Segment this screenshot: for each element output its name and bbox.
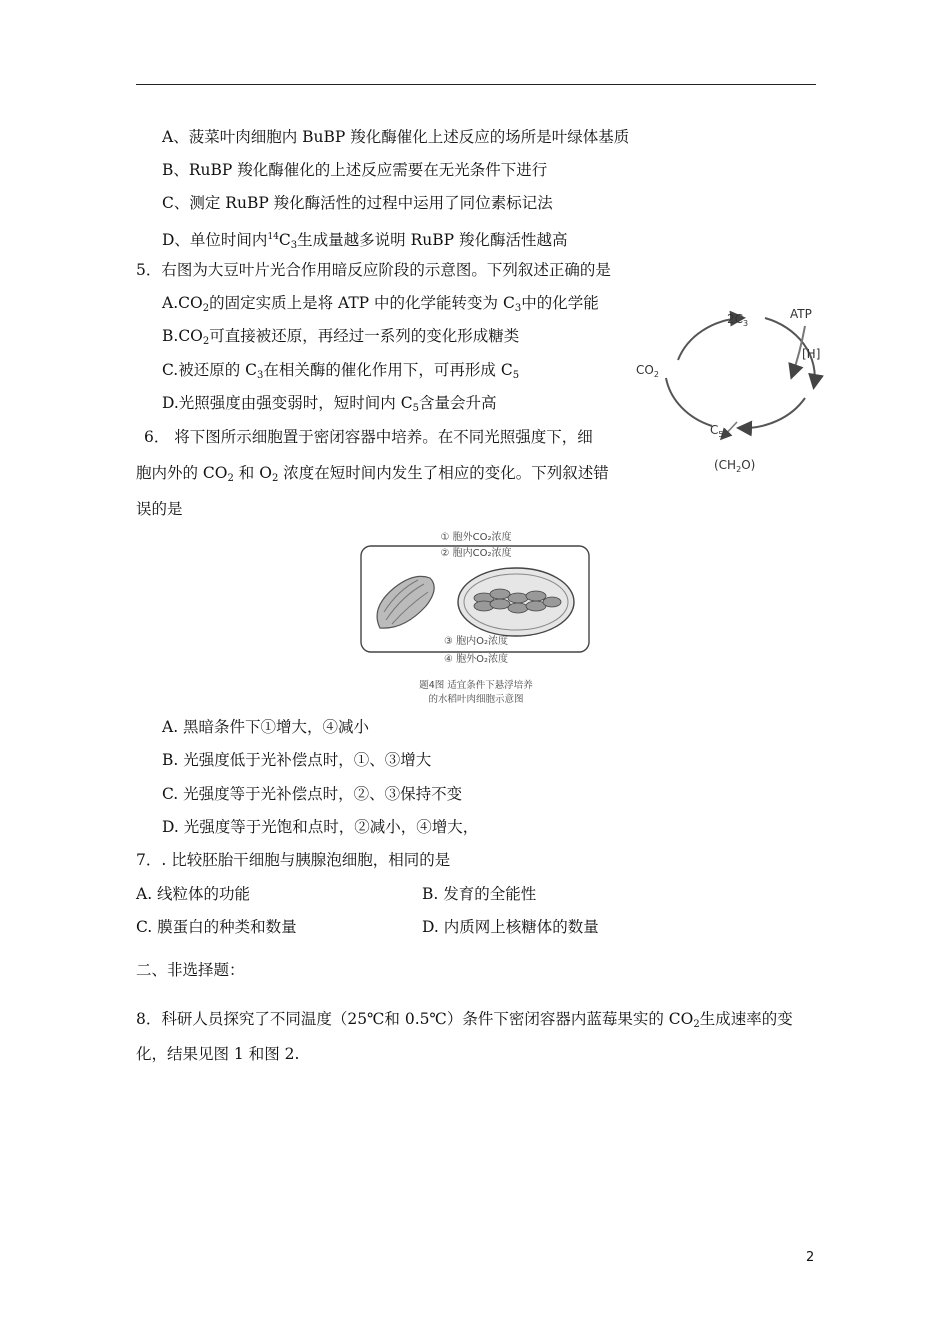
cell-figure xyxy=(358,526,594,708)
q6-option-a: A. 黑暗条件下①增大，④减小 xyxy=(162,718,370,736)
q6-stem-line2: 胞内外的 $CO_2$ 和 $O_2$ 浓度在短时间内发生了相应的变化。下列叙述错 xyxy=(136,464,609,484)
figure-label-3: ③ 胞内O₂浓度 xyxy=(443,636,509,647)
q4-option-c: C、测定 RuBP 羧化酶活性的过程中运用了同位素标记法 xyxy=(162,194,553,212)
q4-option-a: A、菠菜叶肉细胞内 BuBP 羧化酶催化上述反应的场所是叶绿体基质 xyxy=(162,128,630,146)
atp-label: ATP xyxy=(790,307,812,321)
q7-option-a: A. 线粒体的功能 xyxy=(136,885,251,903)
c3-label: $2C_3$ xyxy=(727,312,749,328)
q5-option-a: $A.CO_2$的固定实质上是将 ATP 中的化学能转变为 $C_3$中的化学能 xyxy=(162,294,599,314)
calvin-cycle-diagram xyxy=(630,298,830,478)
co2-label: $CO_2$ xyxy=(636,363,659,379)
q5-stem: 5．右图为大豆叶片光合作用暗反应阶段的示意图。下列叙述正确的是 xyxy=(136,261,611,279)
mitochondrion-icon xyxy=(377,576,434,628)
header-rule xyxy=(136,84,816,85)
q5-option-c: C.被还原的 $C_3$在相关酶的催化作用下，可再形成 $C_5$ xyxy=(162,361,520,381)
q7-option-b: B. 发育的全能性 xyxy=(422,885,537,903)
figure-label-2: ② 胞内CO₂浓度 xyxy=(440,548,512,559)
q5-option-d: D.光照强度由强变弱时，短时间内 $C_5$含量会升高 xyxy=(162,394,497,414)
figure-caption-1: 题4图 适宜条件下悬浮培养 xyxy=(419,680,533,691)
section-heading: 二、非选择题： xyxy=(136,961,245,979)
c5-label: $C_5$ xyxy=(710,423,724,439)
q7-option-c: C. 膜蛋白的种类和数量 xyxy=(136,918,297,936)
q7-stem: 7．. 比较胚胎干细胞与胰腺泡细胞，相同的是 xyxy=(136,851,451,869)
ch2o-arrow xyxy=(722,422,737,438)
q6-stem-line3: 误的是 xyxy=(136,500,183,518)
cycle-arc-bottom-right xyxy=(740,398,805,428)
q6-option-c: C. 光强度等于光补偿点时，②、③保持不变 xyxy=(162,785,463,803)
ch2o-label: $(CH_2O)$ xyxy=(714,458,756,474)
figure-label-4: ④ 胞外O₂浓度 xyxy=(443,654,509,665)
figure-label-1: ① 胞外CO₂浓度 xyxy=(440,532,512,543)
q7-option-d: D. 内质网上核糖体的数量 xyxy=(422,918,599,936)
q6-stem-line1: 6． 将下图所示细胞置于密闭容器中培养。在不同光照强度下，细 xyxy=(144,428,593,446)
page-number: 2 xyxy=(806,1250,815,1265)
q6-option-b: B. 光强度低于光补偿点时，①、③增大 xyxy=(162,751,432,769)
q4-option-b: B、RuBP 羧化酶催化的上述反应需要在无光条件下进行 xyxy=(162,161,548,179)
cycle-arc-left xyxy=(666,378,712,426)
q4-option-d: D、单位时间内$^{14}C_3$生成量越多说明 RuBP 羧化酶活性越高 xyxy=(162,231,568,251)
q8-line2: 化，结果见图 1 和图 2. xyxy=(136,1045,300,1063)
q8-line1: 8．科研人员探究了不同温度（25℃和 0.5℃）条件下密闭容器内蓝莓果实的 $CO_2$生成速率的变 xyxy=(136,1010,793,1030)
figure-caption-2: 的水稻叶肉细胞示意图 xyxy=(428,694,524,705)
chloroplast-icon xyxy=(458,568,574,636)
q5-option-b: $B.CO_2$可直接被还原，再经过一系列的变化形成糖类 xyxy=(162,327,520,347)
q6-option-d: D. 光强度等于光饱和点时，②减小，④增大， xyxy=(162,818,479,836)
h-label: [H] xyxy=(802,347,821,361)
